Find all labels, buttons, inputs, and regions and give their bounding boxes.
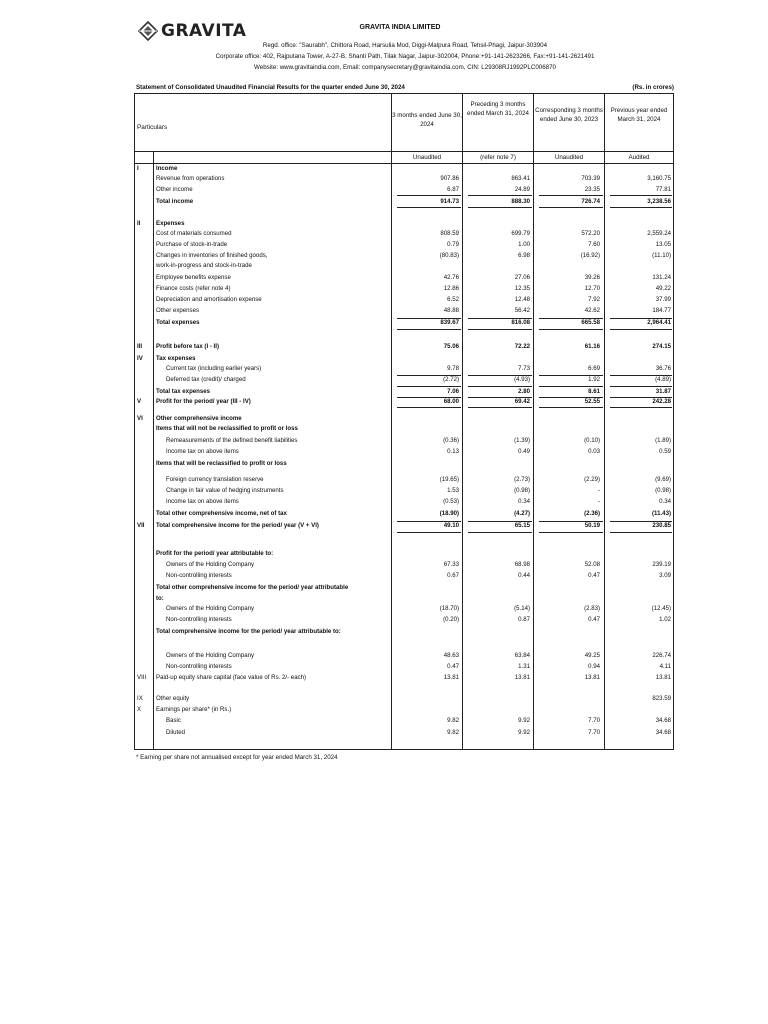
cell-value: 888.30 [511, 198, 530, 205]
row-label: Income [156, 165, 178, 172]
row-number: VIII [137, 674, 147, 681]
table-row [135, 674, 673, 684]
row-label: Current tax (including earlier years) [166, 365, 262, 372]
rule-segment [468, 397, 532, 398]
cell-value: 0.67 [447, 572, 459, 579]
table-row [135, 415, 673, 425]
rule-segment [468, 375, 532, 376]
cell-value: (19.65) [439, 476, 459, 483]
rule-segment [539, 521, 603, 522]
cell-value: 68.98 [514, 561, 530, 568]
table-row [135, 241, 673, 251]
table-row [135, 376, 673, 386]
cell-value: 4.11 [659, 663, 671, 670]
row-label: Paid-up equity share capital (face value of Rs. 2/- each) [156, 674, 307, 681]
cell-value: 839.67 [440, 319, 459, 326]
table-row [135, 628, 673, 638]
rule-segment [610, 207, 672, 208]
col-heading-1: 3 months ended June 30, 2024 [392, 112, 462, 128]
table-row [135, 706, 673, 716]
rule-segment [610, 375, 672, 376]
rule-segment [539, 329, 603, 330]
col-heading-4: Previous year ended March 31, 2024 [610, 107, 668, 123]
table-row [135, 425, 673, 435]
rule-segment [397, 521, 461, 522]
cell-value: 0.59 [659, 448, 671, 455]
cell-value: 49.10 [443, 522, 459, 529]
table-row [135, 498, 673, 508]
row-label: Diluted [166, 729, 185, 736]
cell-value: 12.48 [514, 296, 530, 303]
table-row [135, 296, 673, 306]
particulars-header: Particulars [137, 124, 168, 131]
row-label: to: [156, 595, 164, 602]
rule-segment [610, 532, 672, 533]
cell-value: 13.05 [655, 241, 671, 248]
row-label: Owners of the Holding Company [166, 652, 255, 659]
row-label: Profit before tax (I - II) [156, 343, 219, 350]
cell-value: 816.08 [511, 319, 530, 326]
cell-value: 1.02 [659, 616, 671, 623]
cell-value: 61.16 [584, 343, 600, 350]
row-label: Total comprehensive income for the period/ year (V + VI) [156, 522, 319, 529]
rule-segment [539, 318, 603, 319]
footnote: * Earning per share not annualised except for year ended March 31, 2024 [136, 754, 338, 761]
row-label: Total expenses [156, 319, 200, 326]
row-number: V [137, 398, 142, 405]
cell-value: (18.70) [439, 605, 459, 612]
rule-segment [539, 207, 603, 208]
cell-value: (0.36) [443, 437, 459, 444]
table-row [135, 285, 673, 295]
cell-value: 24.89 [514, 186, 530, 193]
cell-value: 863.41 [511, 175, 530, 182]
cell-value: 6.52 [447, 296, 459, 303]
cell-value: 2,964.41 [647, 319, 671, 326]
row-label: Items that will be reclassified to profit or loss [156, 460, 287, 467]
rule-segment [397, 329, 461, 330]
cell-value: 1.00 [518, 241, 530, 248]
row-label: Foreign currency translation reserve [166, 476, 264, 483]
cell-value: (0.53) [443, 498, 459, 505]
row-label: Other expenses [156, 307, 200, 314]
cell-value: (1.89) [655, 437, 671, 444]
table-row [135, 476, 673, 486]
logo-text: GRAVITA [161, 21, 247, 41]
cell-value: 23.35 [584, 186, 600, 193]
registered-office: Regd. office: "Saurabh", Chittora Road, Harsulia Mod, Diggi-Malpura Road, Tehsil-Phagi, Jaipur-303904 [262, 42, 548, 49]
cell-value: 63.84 [514, 652, 530, 659]
cell-value: (0.10) [584, 437, 600, 444]
row-label: Other income [156, 186, 193, 193]
rule-segment [468, 318, 532, 319]
rule-segment [397, 407, 461, 408]
cell-value: (5.14) [514, 605, 530, 612]
rule-segment [539, 407, 603, 408]
table-row [135, 262, 673, 272]
row-label: Depreciation and amortisation expense [156, 296, 262, 303]
cell-value: 3.09 [659, 572, 671, 579]
rule-segment [610, 407, 672, 408]
row-label: Basic [166, 717, 181, 724]
subheader-separator [135, 163, 673, 164]
table-row [135, 729, 673, 739]
cell-value: 7.73 [518, 365, 530, 372]
cell-value: 2.80 [518, 388, 530, 395]
cell-value: 0.79 [447, 241, 459, 248]
row-label: Total income [156, 198, 194, 205]
rule-segment [397, 532, 461, 533]
table-row [135, 460, 673, 470]
rule-segment [397, 386, 461, 387]
rule-segment [539, 397, 603, 398]
rule-segment [397, 375, 461, 376]
col-sub-1: Unaudited [412, 154, 442, 161]
cell-value: 39.26 [584, 274, 600, 281]
cell-value: 7.70 [588, 717, 600, 724]
cell-value: - [597, 498, 600, 505]
cell-value: 42.62 [584, 307, 600, 314]
cell-value: 27.06 [514, 274, 530, 281]
cell-value: 49.25 [584, 652, 600, 659]
rule-segment [539, 375, 603, 376]
table-row [135, 365, 673, 375]
cell-value: 6.98 [518, 252, 530, 259]
cell-value: 131.24 [652, 274, 671, 281]
cell-value: 13.81 [584, 674, 600, 681]
table-row [135, 695, 673, 705]
row-label: Owners of the Holding Company [166, 605, 255, 612]
cell-value: (4.27) [514, 510, 530, 517]
row-label: Profit for the period/ year attributable to: [156, 550, 274, 557]
cell-value: 230.85 [652, 522, 671, 529]
row-label: Other equity [156, 695, 190, 702]
cell-value: 0.34 [659, 498, 671, 505]
row-number: VII [137, 522, 145, 529]
cell-value: 184.77 [652, 307, 671, 314]
cell-value: (2.36) [584, 510, 600, 517]
cell-value: 699.79 [511, 230, 530, 237]
row-label: Non-controlling interests [166, 663, 232, 670]
row-label: Change in fair value of hedging instruments [166, 487, 284, 494]
cell-value: (4.89) [655, 376, 671, 383]
cell-value: 1.92 [588, 376, 600, 383]
rule-segment [539, 195, 603, 196]
rule-segment [468, 521, 532, 522]
rule-segment [610, 397, 672, 398]
cell-value: 0.49 [518, 448, 530, 455]
cell-value: 12.70 [584, 285, 600, 292]
rule-segment [468, 407, 532, 408]
rule-segment [468, 207, 532, 208]
cell-value: 12.35 [514, 285, 530, 292]
row-label: Non-controlling interests [166, 616, 232, 623]
cell-value: (1.39) [514, 437, 530, 444]
rule-segment [539, 532, 603, 533]
row-label: Items that will not be reclassified to profit or loss [156, 425, 298, 432]
row-number: VI [137, 415, 143, 422]
cell-value: 49.22 [655, 285, 671, 292]
cell-value: 2,559.24 [647, 230, 671, 237]
rule-segment [610, 195, 672, 196]
cell-value: 48.63 [443, 652, 459, 659]
row-label: Total comprehensive income for the period/ year attributable to: [156, 628, 341, 635]
cell-value: 31.87 [655, 388, 671, 395]
cell-value: 8.61 [588, 388, 600, 395]
cell-value: 7.06 [447, 388, 459, 395]
cell-value: 13.81 [514, 674, 530, 681]
table-row [135, 717, 673, 727]
table-row [135, 437, 673, 447]
cell-value: 914.73 [440, 198, 459, 205]
cell-value: 13.81 [655, 674, 671, 681]
rule-segment [610, 386, 672, 387]
company-name: GRAVITA INDIA LIMITED [359, 24, 441, 31]
col-heading-2: Preceding 3 months ended March 31, 2024 [467, 101, 529, 117]
cell-value: - [597, 487, 600, 494]
rule-segment [468, 532, 532, 533]
rule-segment [397, 195, 461, 196]
rule-segment [610, 521, 672, 522]
cell-value: 37.99 [655, 296, 671, 303]
table-row [135, 652, 673, 662]
cell-value: 9.82 [447, 717, 459, 724]
cell-value: (12.45) [651, 605, 671, 612]
row-number: I [137, 165, 139, 172]
cell-value: 239.19 [652, 561, 671, 568]
cell-value: (11.43) [652, 510, 671, 517]
statement-title: Statement of Consolidated Unaudited Financial Results for the quarter ended June 30, 2024 [136, 84, 405, 91]
table-row [135, 584, 673, 594]
row-number: X [137, 706, 142, 713]
cell-value: 75.06 [443, 343, 459, 350]
table-row [135, 605, 673, 615]
cell-value: 72.22 [514, 343, 530, 350]
cell-value: (0.98) [655, 487, 671, 494]
cell-value: 34.68 [655, 717, 671, 724]
cell-value: 42.76 [443, 274, 459, 281]
table-row [135, 252, 673, 262]
gravita-diamond-icon [138, 21, 158, 41]
table-row [135, 595, 673, 605]
row-number: III [137, 343, 143, 350]
cell-value: 36.76 [655, 365, 671, 372]
col-sub-3: Unaudited [554, 154, 584, 161]
cell-value: 907.86 [440, 175, 459, 182]
rule-segment [468, 329, 532, 330]
row-number: IX [137, 695, 143, 702]
cell-value: (2.72) [443, 376, 459, 383]
rule-segment [397, 207, 461, 208]
rule-segment [397, 318, 461, 319]
row-label: Other comprehensive income [156, 415, 242, 422]
row-label: Total other comprehensive income for the period/ year attributable [156, 584, 349, 591]
cell-value: 48.88 [443, 307, 459, 314]
row-label: work-in-progress and stock-in-trade [156, 262, 252, 269]
cell-value: 226.74 [652, 652, 671, 659]
row-label: Remeasurements of the defined benefit liabilities [166, 437, 298, 444]
rule-segment [468, 386, 532, 387]
col-sub-2: (refer note 7) [480, 154, 516, 161]
cell-value: 77.81 [655, 186, 671, 193]
cell-value: 0.47 [588, 572, 600, 579]
row-label: Earnings per share* (in Rs.) [156, 706, 232, 713]
table-row [135, 561, 673, 571]
table-row [135, 616, 673, 626]
cell-value: 52.55 [584, 398, 600, 405]
gravita-logo [138, 20, 246, 42]
rule-segment [397, 397, 461, 398]
cell-value: 7.92 [588, 296, 600, 303]
row-label: Purchase of stock-in-trade [156, 241, 228, 248]
cell-value: 9.92 [518, 729, 530, 736]
cell-value: 0.94 [588, 663, 600, 670]
table-row [135, 572, 673, 582]
table-row [135, 343, 673, 353]
table-row [135, 522, 673, 532]
cell-value: 65.15 [514, 522, 530, 529]
cell-value: (16.92) [580, 252, 600, 259]
cell-value: 572.20 [581, 230, 600, 237]
row-label: Owners of the Holding Company [166, 561, 255, 568]
cell-value: 0.47 [588, 616, 600, 623]
col-sub-4: Audited [628, 154, 650, 161]
cell-value: (2.83) [584, 605, 600, 612]
table-row [135, 550, 673, 560]
cell-value: 274.15 [652, 343, 671, 350]
row-label: Tax expenses [156, 355, 196, 362]
col-heading-3: Corresponding 3 months ended June 30, 2023 [535, 107, 603, 123]
rule-segment [610, 318, 672, 319]
table-row [135, 220, 673, 230]
table-row [135, 487, 673, 497]
row-label: Total tax expenses [156, 388, 211, 395]
website-contact: Website: www.gravitaindia.com, Email: companysecretary@gravitaindia.com, CIN: L29308RJ1992PLC006870 [254, 64, 556, 71]
row-label: Finance costs (refer note 4) [156, 285, 231, 292]
row-label: Total other comprehensive income, net of tax [156, 510, 287, 517]
row-label: Changes in inventories of finished goods, [156, 252, 268, 259]
table-row [135, 319, 673, 329]
cell-value: (0.20) [443, 616, 459, 623]
cell-value: 67.33 [443, 561, 459, 568]
cell-value: (80.83) [439, 252, 459, 259]
table-row [135, 175, 673, 185]
table-row [135, 230, 673, 240]
cell-value: 823.59 [652, 695, 671, 702]
cell-value: (2.29) [584, 476, 600, 483]
unit-note: (Rs. in crores) [632, 84, 674, 91]
cell-value: 242.28 [652, 398, 671, 405]
row-label: Revenue from operations [156, 175, 225, 182]
row-label: Income tax on above items [166, 498, 239, 505]
rule-segment [539, 386, 603, 387]
cell-value: 0.44 [518, 572, 530, 579]
cell-value: 726.74 [581, 198, 600, 205]
cell-value: (11.10) [652, 252, 671, 259]
cell-value: (9.69) [655, 476, 671, 483]
rule-segment [468, 195, 532, 196]
table-row [135, 274, 673, 284]
cell-value: 9.82 [447, 729, 459, 736]
row-label: Income tax on above items [166, 448, 239, 455]
row-label: Expenses [156, 220, 185, 227]
row-number: IV [137, 355, 143, 362]
rule-segment [610, 329, 672, 330]
cell-value: 1.31 [518, 663, 530, 670]
cell-value: (4.93) [514, 376, 530, 383]
table-row [135, 165, 673, 175]
cell-value: 9.78 [447, 365, 459, 372]
table-row [135, 448, 673, 458]
cell-value: 0.87 [518, 616, 530, 623]
table-row [135, 510, 673, 520]
cell-value: 52.08 [584, 561, 600, 568]
table-row [135, 355, 673, 365]
cell-value: (2.73) [514, 476, 530, 483]
row-label: Deferred tax (credit)/ charged [166, 376, 246, 383]
cell-value: 0.13 [447, 448, 459, 455]
results-table [134, 93, 674, 750]
cell-value: 0.03 [588, 448, 600, 455]
row-label: Cost of materials consumed [156, 230, 232, 237]
cell-value: 808.59 [440, 230, 459, 237]
cell-value: 7.60 [588, 241, 600, 248]
row-number: II [137, 220, 141, 227]
cell-value: 3,238.56 [647, 198, 671, 205]
cell-value: 56.42 [514, 307, 530, 314]
cell-value: 34.68 [655, 729, 671, 736]
cell-value: 3,160.75 [647, 175, 671, 182]
header-separator [135, 151, 673, 152]
cell-value: 69.42 [514, 398, 530, 405]
cell-value: 665.58 [581, 319, 600, 326]
cell-value: 13.81 [443, 674, 459, 681]
cell-value: 0.34 [518, 498, 530, 505]
cell-value: (18.90) [439, 510, 459, 517]
cell-value: 703.39 [581, 175, 600, 182]
cell-value: 7.70 [588, 729, 600, 736]
cell-value: 1.53 [447, 487, 459, 494]
row-label: Profit for the period/ year (III - IV) [156, 398, 251, 405]
cell-value: 68.00 [443, 398, 459, 405]
cell-value: 0.47 [447, 663, 459, 670]
row-label: Employee benefits expense [156, 274, 231, 281]
cell-value: 50.19 [584, 522, 600, 529]
cell-value: 12.86 [443, 285, 459, 292]
cell-value: (0.98) [514, 487, 530, 494]
cell-value: 6.69 [588, 365, 600, 372]
row-label: Non-controlling interests [166, 572, 232, 579]
cell-value: 9.92 [518, 717, 530, 724]
table-row [135, 307, 673, 317]
corporate-office: Corporate office: 402, Rajputana Tower, A-27-B, Shanti Path, Tilak Nagar, Jaipur-302004, Phone:+91-141-2623266, Fax:+91-141-2621491 [215, 53, 595, 60]
cell-value: 6.87 [447, 186, 459, 193]
table-row [135, 663, 673, 673]
